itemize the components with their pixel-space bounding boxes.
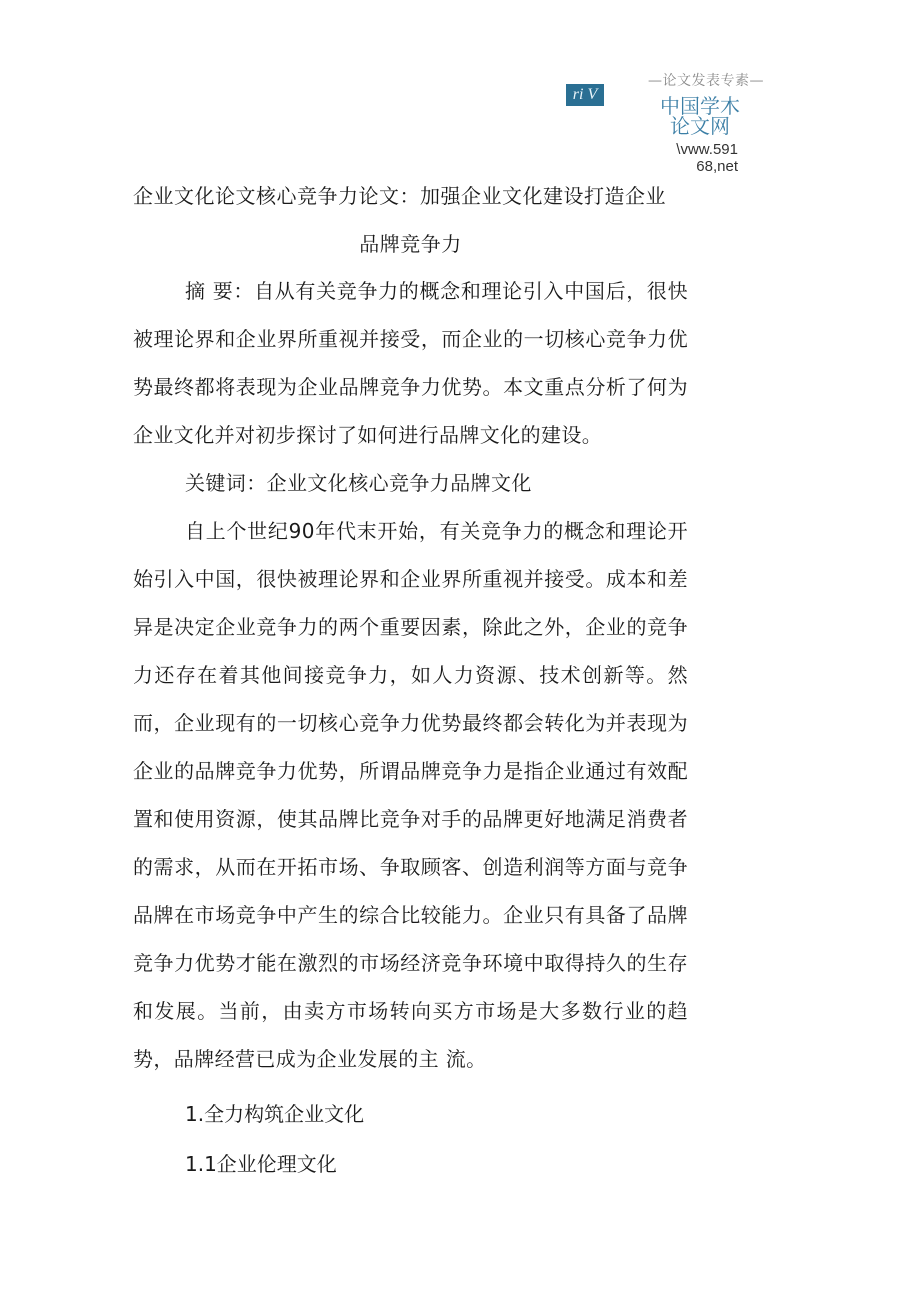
article-title [133,181,688,259]
site-name-line2: 论文网 [670,114,730,138]
abstract-paragraph: 摘 要：自从有关竞争力的概念和理论引入中国后，很快被理论界和企业界所重视并接受，而企业的一切核心竞争力优势最终都将表现为企业品牌竞争力优势。本文重点分析了何为企业文化并对初步探讨了如何进行品牌文化的建设。 [133,279,688,447]
site-name[interactable] [650,96,750,136]
site-logo[interactable]: ri V [566,84,604,106]
section-heading-1: 1.全力构筑企业文化 [185,1102,365,1126]
site-url-line1: \vww.591 [676,141,738,158]
article-body [133,181,688,1189]
site-url-line2: 68,net [696,158,738,175]
title-line2: 品牌竞争力 [359,232,462,256]
title-line1: 企业文化论文核心竞争力论文：加强企业文化建设打造企业 [133,184,666,208]
site-name-line1: 中国学木 [660,94,740,118]
body-paragraph: 自上个世纪90年代末开始，有关竞争力的概念和理论开始引入中国，很快被理论界和企业界所重视并接受。成本和差异是决定企业竞争力的两个重要因素，除此之外，企业的竞争力还存在着其他间接竞争力，如人力资源、技术创新等。然而，企业现有的一切核心竞争力优势最终都会转化为并表现为企业的品牌竞争力优势，所谓品牌竞争力是指企业通过有效配置和使用资源，使其品牌比竞争对手的品牌更好地满足消费者的需求，从而在开拓市场、争取顾客、创造利润等方面与竞争品牌在市场竞争中产生的综合比较能力。企业只有具备了品牌竞争力优势才能在激烈的市场经济竞争环境中取得持久的生存和发展。当前，由卖方市场转向买方市场是大多数行业的趋势，品牌经营已成为企业发展的主 流。 [133,519,688,1071]
site-url[interactable] [658,141,738,175]
header-tagline: —论文发表专素— [648,73,764,89]
section-heading-1-1: 1.1企业伦理文化 [185,1152,337,1176]
keywords-line: 关键词：企业文化核心竞争力品牌文化 [185,471,532,495]
